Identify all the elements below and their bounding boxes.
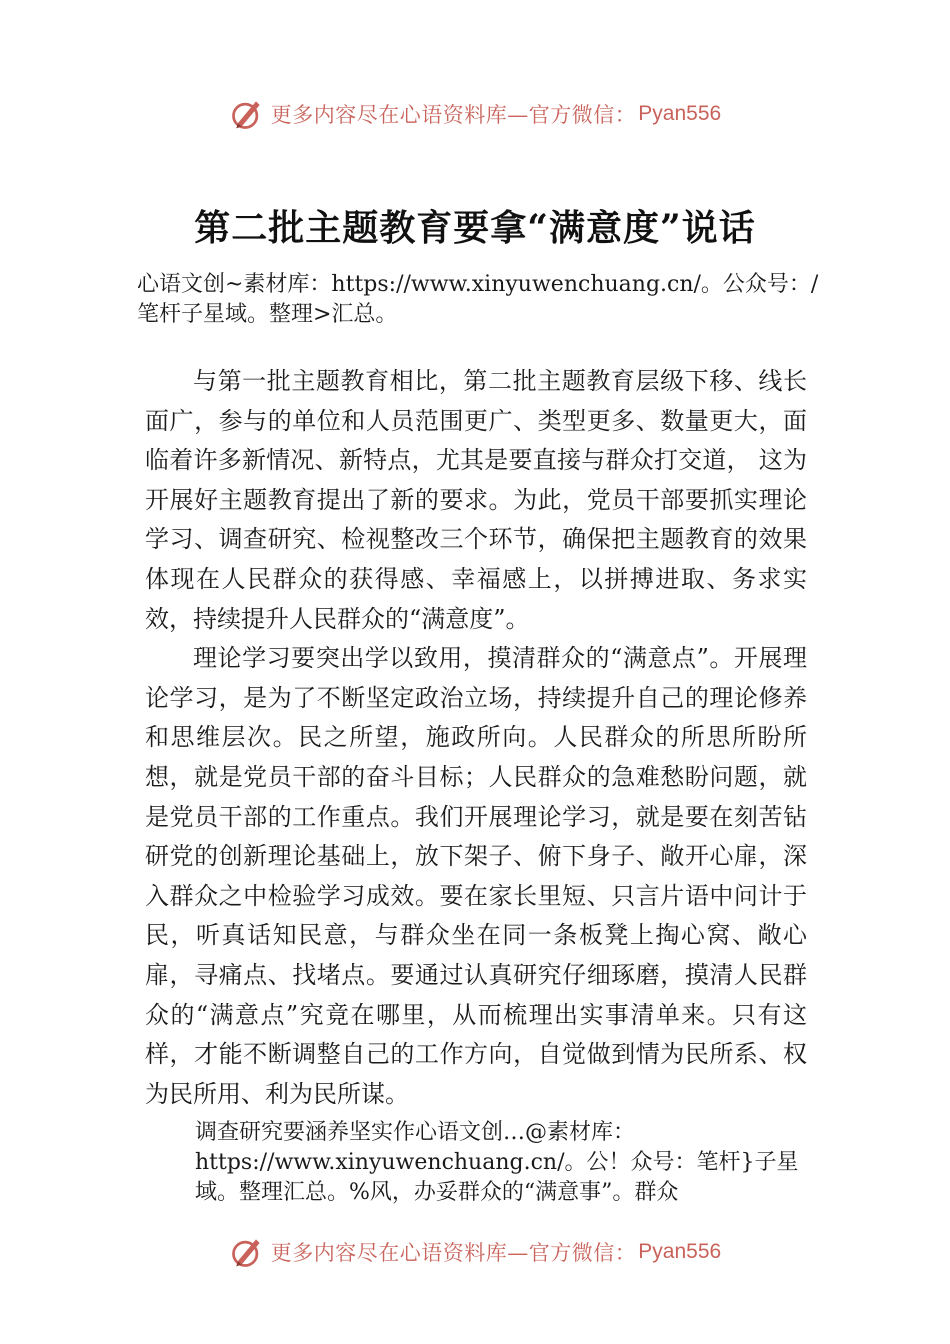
footer-watermark bbox=[0, 1232, 950, 1272]
paragraph-1: 与第一批主题教育相比，第二批主题教育层级下移、线长面广，参与的单位和人员范围更广、类型更多、数量更大，面临着许多新情况、新特点，尤其是要直接与群众打交道， 这为开展好主题教育提出了新的要求。为此，党员干部要抓实理论学习、调查研究、检视整改三个环节，确保把主题教育的效果体现在人民群众的获得感、幸福感上，以拼搏进取、务求实效，持续提升人民群众的“满意度”。 bbox=[145, 367, 807, 633]
watermark-text: 更多内容尽在心语资料库—官方微信： bbox=[270, 1241, 637, 1265]
document-body bbox=[145, 362, 807, 1114]
paragraph-2: 理论学习要突出学以致用，摸清群众的“满意点”。开展理论学习，是为了不断坚定政治立场，持续提升自己的理论修养和思维层次。民之所望，施政所向。人民群众的所思所盼所想，就是党员干部的奋斗目标；人民群众的急难愁盼问题，就是党员干部的工作重点。我们开展理论学习，就是要在刻苦钻研党的创新理论基础上，放下架子、俯下身子、敞开心扉，深入群众之中检验学习成效。要在家长里短、只言片语中问计于民，听真话知民意，与群众坐在同一条板凳上掏心窝、敞心扉，寻痛点、找堵点。要通过认真研究仔细琢磨，摸清人民群众的“满意点”究竟在哪里，从而梳理出实事清单来。只有这样，才能不断调整自己的工作方向，自觉做到情为民所系、权为民所用、利为民所谋。 bbox=[145, 644, 807, 1108]
source-note: 心语文创~素材库：https://www.xinyuwenchuang.cn/。公众号：/笔杆子星域。整理>汇总。 bbox=[137, 272, 819, 327]
pen-logo-icon bbox=[229, 96, 265, 132]
document-title: 第二批主题教育要拿“满意度”说话 bbox=[194, 207, 756, 249]
tail-fragment: 调查研究要涵养坚实作心语文创…@素材库：https://www.xinyuwenchuang.cn/。公！众号：笔杆}子星域。整理汇总。%风，办妥群众的“满意事”。群众 bbox=[195, 1120, 799, 1205]
pen-logo-icon bbox=[229, 1234, 265, 1270]
watermark-text: 更多内容尽在心语资料库—官方微信： bbox=[270, 103, 637, 127]
watermark-account: Pyan556 bbox=[638, 102, 722, 125]
watermark-account: Pyan556 bbox=[638, 1240, 722, 1263]
header-watermark bbox=[0, 94, 950, 134]
